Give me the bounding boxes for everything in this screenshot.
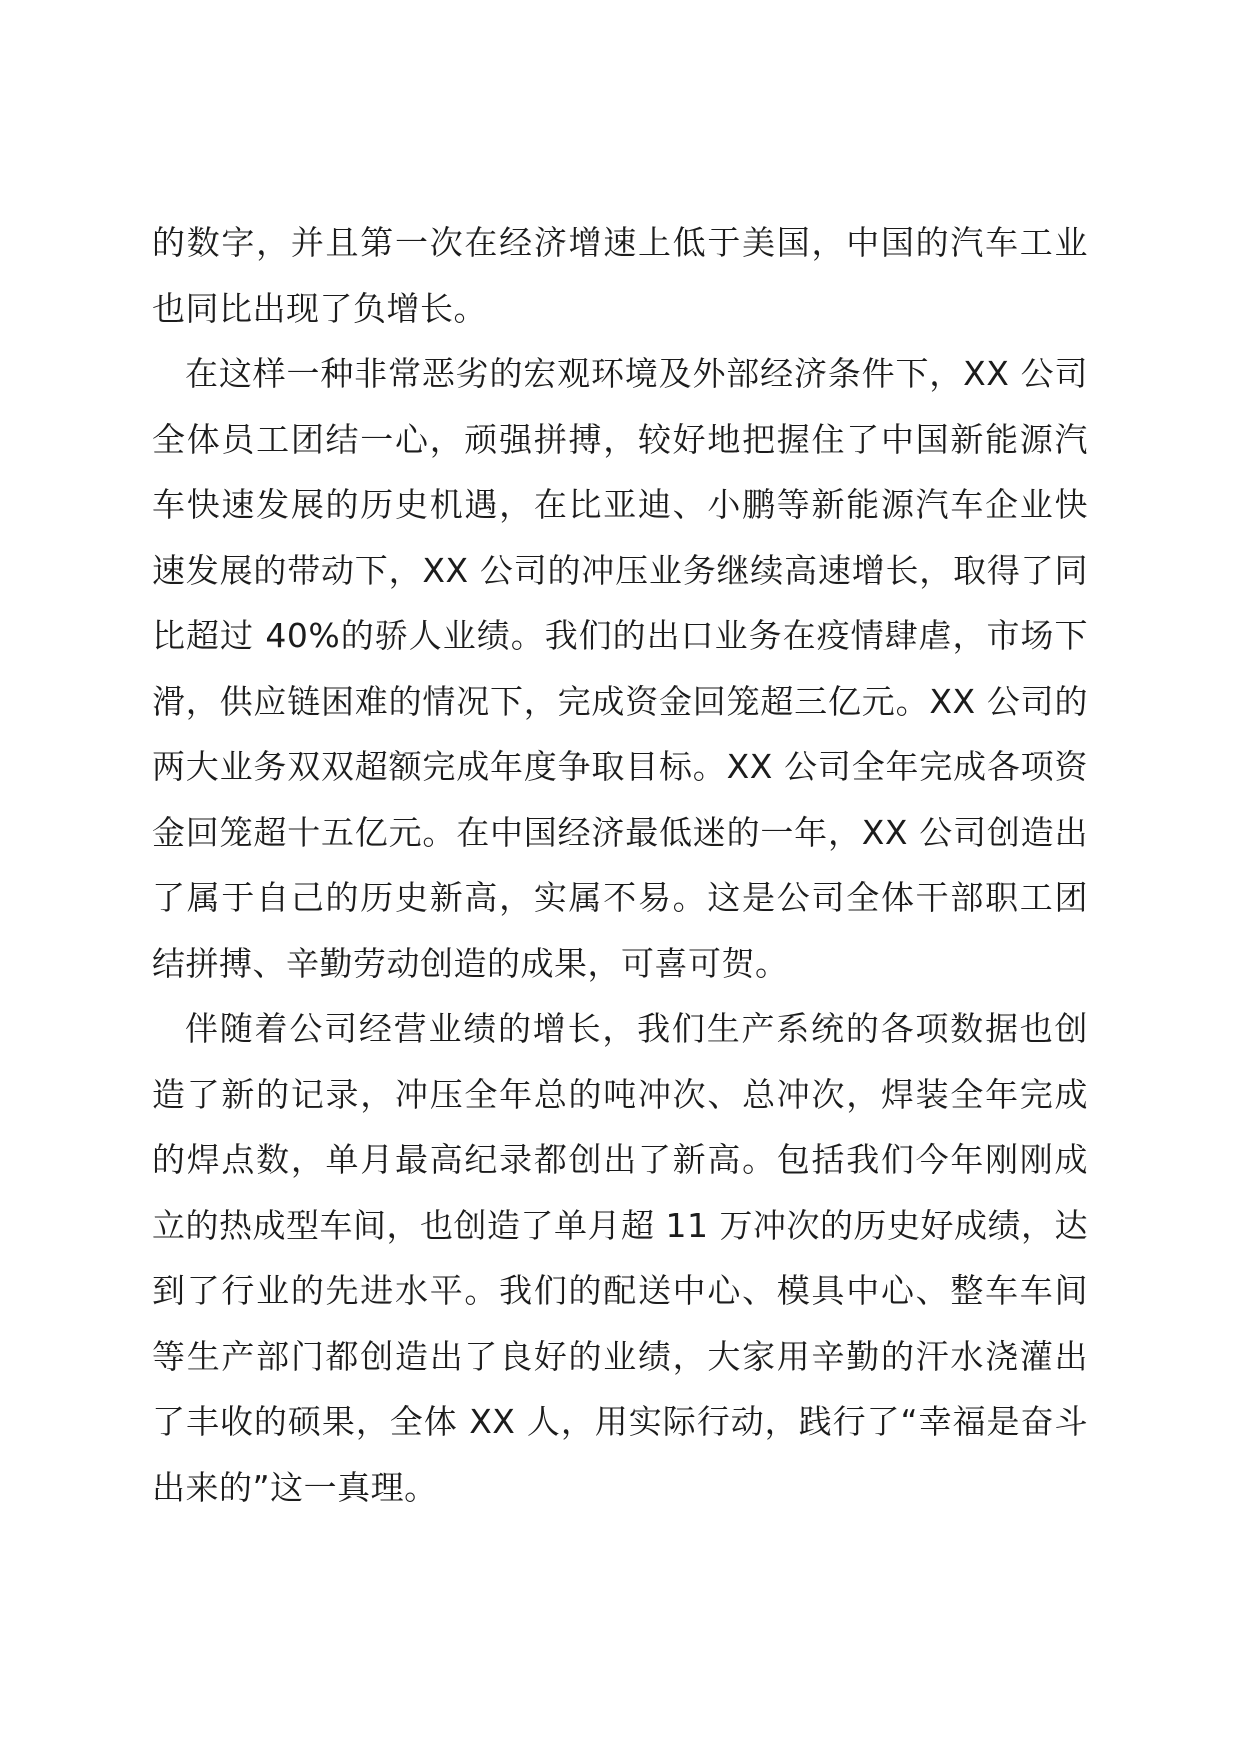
- document-body: [152, 210, 1088, 1520]
- paragraph-production-records: 伴随着公司经营业绩的增长，我们生产系统的各项数据也创造了新的记录，冲压全年总的吨冲次、总冲次，焊装全年完成的焊点数，单月最高纪录都创出了新高。包括我们今年刚刚成立的热成型车间，也创造了单月超 11 万冲次的历史好成绩，达到了行业的先进水平。我们的配送中心、模具中心、整车车间等生产部门都创造出了良好的业绩，大家用辛勤的汗水浇灌出了丰收的硕果，全体 XX 人，用实际行动，践行了“幸福是奋斗出来的”这一真理。: [152, 1009, 1088, 1507]
- paragraph-company-performance: 在这样一种非常恶劣的宏观环境及外部经济条件下，XX 公司全体员工团结一心，顽强拼搏，较好地把握住了中国新能源汽车快速发展的历史机遇，在比亚迪、小鹏等新能源汽车企业快速发展的带动下，XX 公司的冲压业务继续高速增长，取得了同比超过 40%的骄人业绩。我们的出口业务在疫情肆虐，市场下滑，供应链困难的情况下，完成资金回笼超三亿元。XX 公司的两大业务双双超额完成年度争取目标。XX 公司全年完成各项资金回笼超十五亿元。在中国经济最低迷的一年，XX 公司创造出了属于自己的历史新高，实属不易。这是公司全体干部职工团结拼搏、辛勤劳动创造的成果，可喜可贺。: [152, 354, 1088, 983]
- paragraph-continuation: 的数字，并且第一次在经济增速上低于美国，中国的汽车工业也同比出现了负增长。: [152, 223, 1088, 328]
